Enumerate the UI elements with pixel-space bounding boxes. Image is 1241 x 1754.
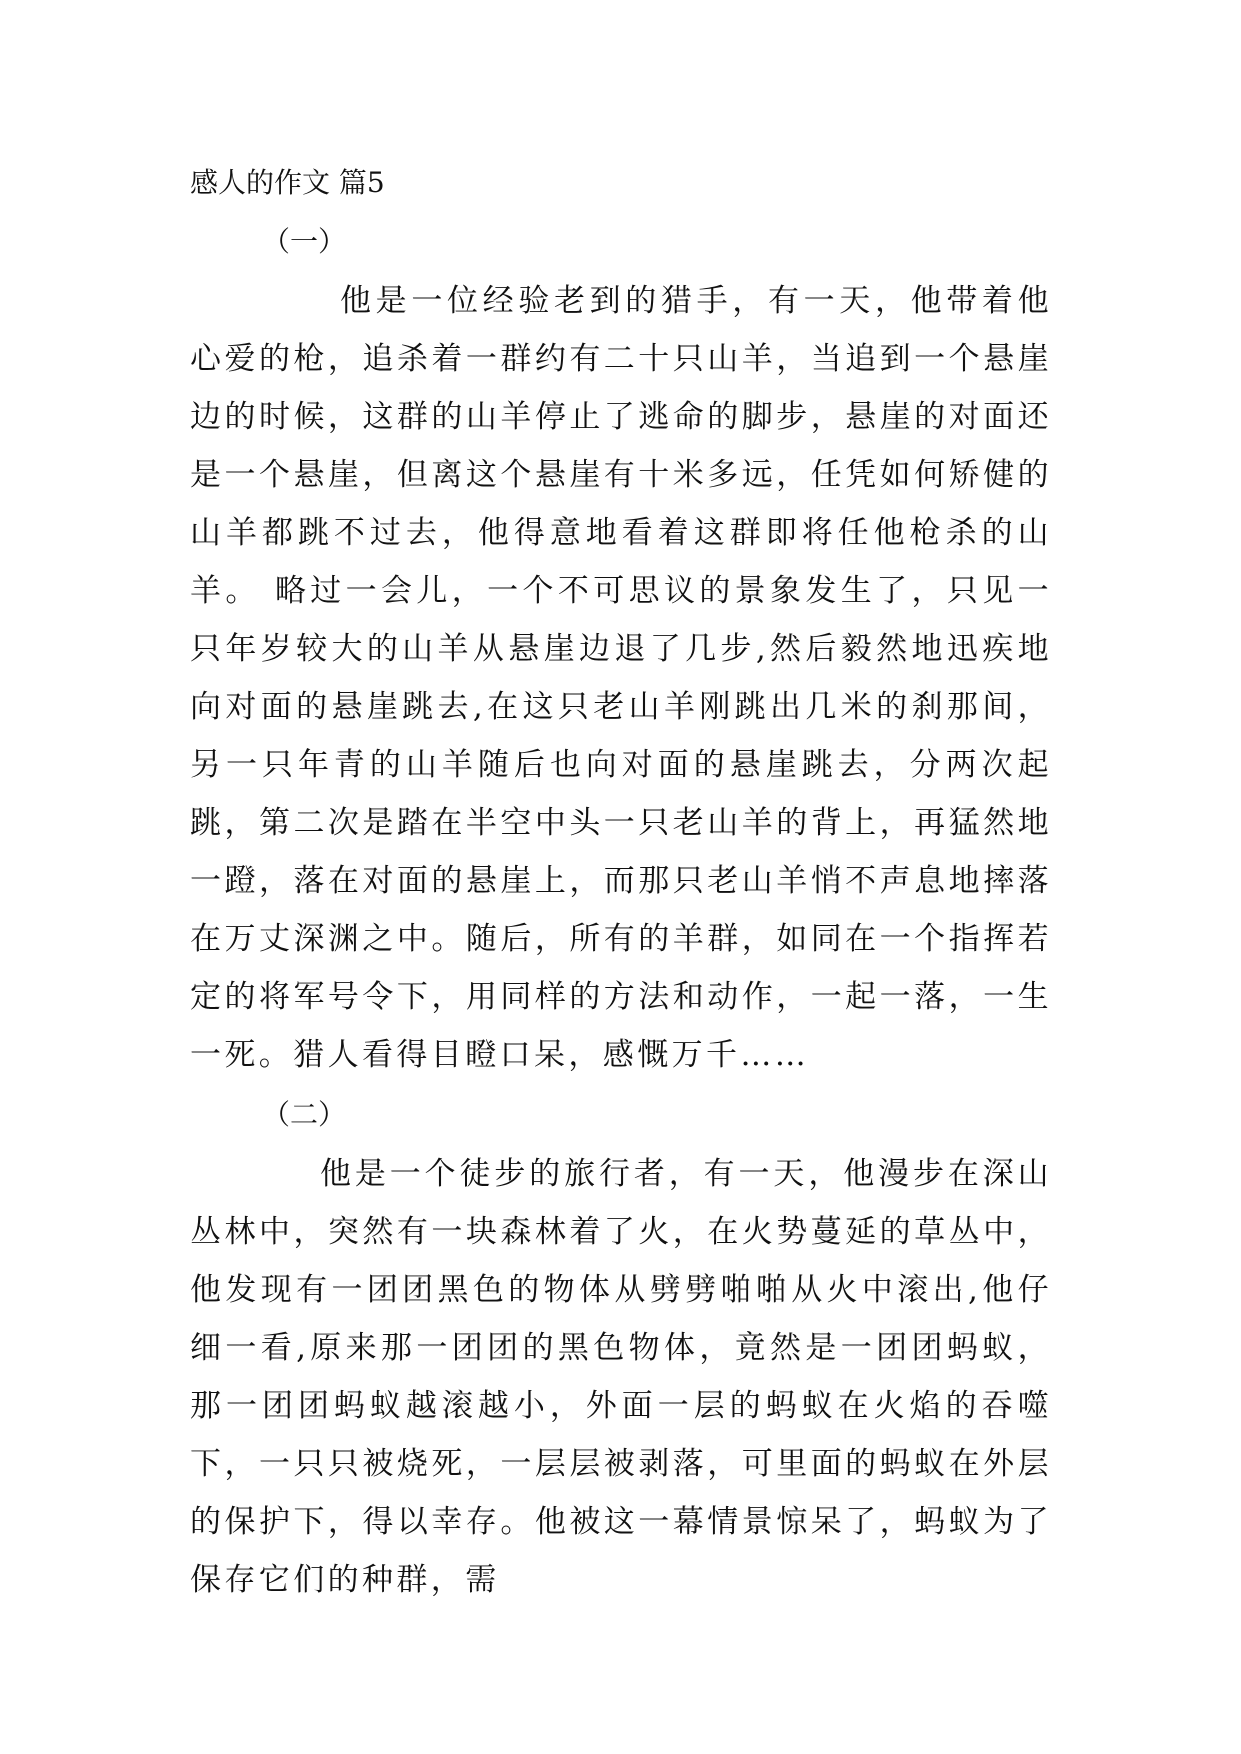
section-two-paragraph: 他是一个徒步的旅行者，有一天，他漫步在深山丛林中，突然有一块森林着了火，在火势蔓延的草丛中，他发现有一团团黑色的物体从劈劈啪啪从火中滚出,他仔细一看,原来那一团团的黑色物体，竟然是一团团蚂蚁，那一团团蚂蚁越滚越小，外面一层的蚂蚁在火焰的吞噬下，一只只被烧死，一层层被剥落，可里面的蚂蚁在外层的保护下，得以幸存。他被这一幕情景惊呆了，蚂蚁为了保存它们的种群，需: [190, 1156, 1052, 1598]
document-title: 感人的作文 篇5: [190, 166, 385, 199]
section-one-label: （一）: [262, 225, 347, 258]
section-two-label: （二）: [262, 1098, 347, 1131]
section-one-paragraph: 他是一位经验老到的猎手，有一天，他带着他心爱的枪，追杀着一群约有二十只山羊，当追到一个悬崖边的时候，这群的山羊停止了逃命的脚步，悬崖的对面还是一个悬崖，但离这个悬崖有十米多远，任凭如何矫健的山羊都跳不过去，他得意地看着这群即将任他枪杀的山羊。 略过一会儿，一个不可思议的景象发生了，只见一只年岁较大的山羊从悬崖边退了几步,然后毅然地迅疾地向对面的悬崖跳去,在这只老山羊刚跳出几米的刹那间，另一只年青的山羊随后也向对面的悬崖跳去，分两次起跳，第二次是踏在半空中头一只老山羊的背上，再猛然地一蹬，落在对面的悬崖上，而那只老山羊悄不声息地摔落在万丈深渊之中。随后，所有的羊群，如同在一个指挥若定的将军号令下，用同样的方法和动作，一起一落，一生一死。猎人看得目瞪口呆，感慨万千……: [190, 283, 1052, 1073]
